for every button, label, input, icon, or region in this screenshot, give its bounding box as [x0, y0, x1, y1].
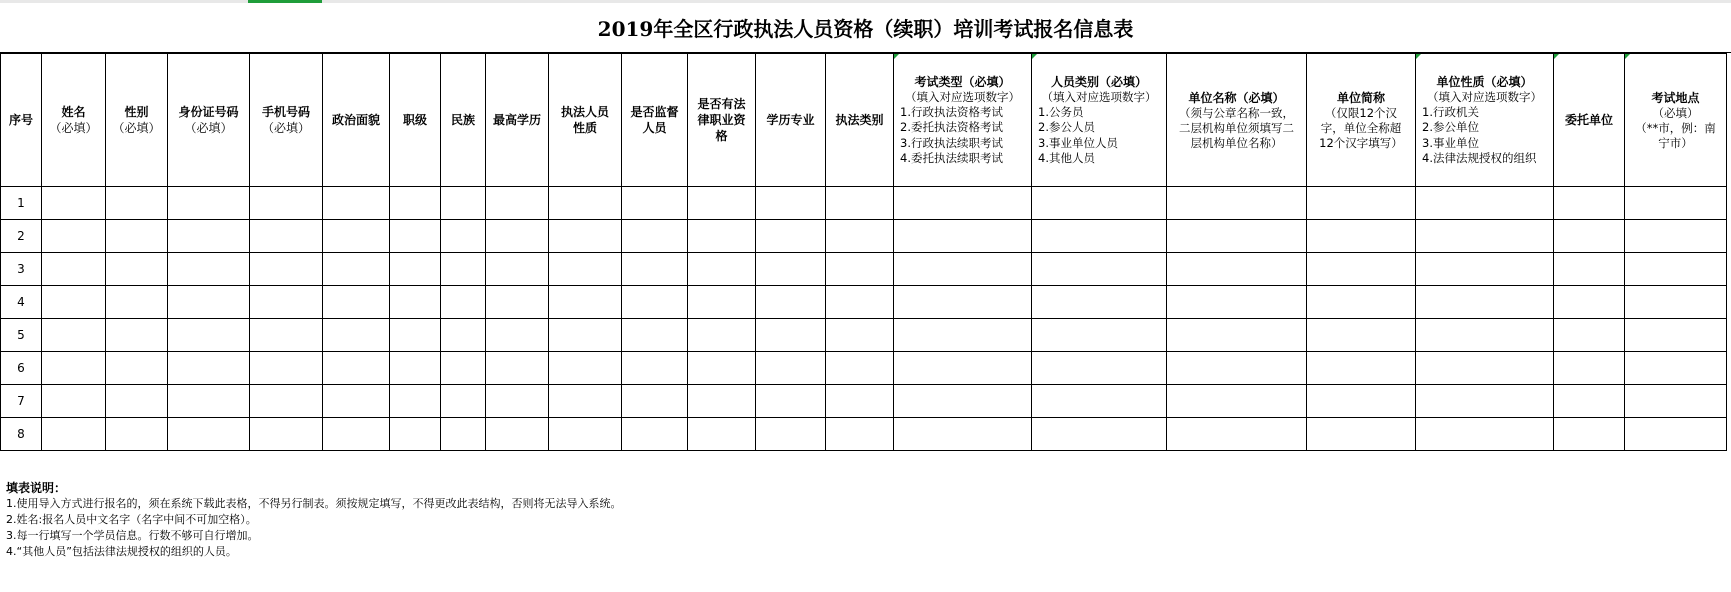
header-id-number[interactable]: 身份证号码 （必填） — [168, 54, 250, 187]
table-cell[interactable] — [1416, 286, 1554, 319]
header-major[interactable]: 学历专业 — [756, 54, 826, 187]
instruction-item: 3.每一行填写一个学员信息。行数不够可自行增加。 — [6, 529, 259, 542]
header-phone[interactable]: 手机号码 （必填） — [250, 54, 323, 187]
table-cell[interactable] — [441, 187, 486, 220]
row-number-cell[interactable]: 4 — [1, 286, 42, 319]
table-cell[interactable] — [323, 319, 390, 352]
table-cell[interactable] — [250, 385, 323, 418]
header-education[interactable]: 最高学历 — [486, 54, 549, 187]
table-cell[interactable] — [42, 253, 106, 286]
table-cell[interactable] — [390, 319, 441, 352]
table-cell[interactable] — [826, 187, 894, 220]
table-cell[interactable] — [688, 319, 756, 352]
table-cell[interactable] — [486, 418, 549, 451]
table-cell[interactable] — [390, 253, 441, 286]
table-cell[interactable] — [826, 319, 894, 352]
table-cell[interactable] — [622, 187, 688, 220]
table-cell[interactable] — [42, 319, 106, 352]
table-cell[interactable] — [250, 319, 323, 352]
table-cell[interactable] — [1032, 319, 1167, 352]
table-cell[interactable] — [622, 385, 688, 418]
table-cell[interactable] — [1032, 187, 1167, 220]
table-cell[interactable] — [1416, 319, 1554, 352]
table-cell[interactable] — [756, 220, 826, 253]
table-cell[interactable] — [486, 319, 549, 352]
header-seq[interactable]: 序号 — [1, 54, 42, 187]
header-person-type[interactable]: 人员类别（必填） （填入对应选项数字） 1.公务员 2.参公人员 3.事业单位人员 4.其他人员 — [1032, 54, 1167, 187]
table-cell[interactable] — [894, 286, 1032, 319]
table-cell[interactable] — [1307, 286, 1416, 319]
table-cell[interactable] — [1416, 418, 1554, 451]
table-cell[interactable] — [549, 286, 622, 319]
table-cell[interactable] — [390, 286, 441, 319]
table-cell[interactable] — [1032, 385, 1167, 418]
table-row — [1, 418, 1727, 451]
row-number-cell[interactable]: 6 — [1, 352, 42, 385]
table-cell[interactable] — [688, 385, 756, 418]
table-cell[interactable] — [622, 253, 688, 286]
table-cell[interactable] — [106, 319, 168, 352]
header-entrust-unit[interactable]: 委托单位 — [1554, 54, 1625, 187]
table-cell[interactable] — [1554, 352, 1625, 385]
table-cell[interactable] — [1625, 286, 1727, 319]
table-row — [1, 286, 1727, 319]
table-cell[interactable] — [1625, 187, 1727, 220]
table-cell[interactable] — [1554, 187, 1625, 220]
instruction-item: 2.姓名:报名人员中文名字（名字中间不可加空格）。 — [6, 513, 257, 526]
row-number-cell[interactable]: 8 — [1, 418, 42, 451]
table-cell[interactable] — [106, 187, 168, 220]
header-enforce-type[interactable]: 执法类别 — [826, 54, 894, 187]
table-cell[interactable] — [826, 418, 894, 451]
table-cell[interactable] — [756, 418, 826, 451]
table-cell[interactable] — [1625, 319, 1727, 352]
table-cell[interactable] — [390, 418, 441, 451]
table-cell[interactable] — [390, 187, 441, 220]
table-cell[interactable] — [441, 385, 486, 418]
table-cell[interactable] — [42, 418, 106, 451]
table-cell[interactable] — [1167, 286, 1307, 319]
table-cell[interactable] — [390, 385, 441, 418]
table-cell[interactable] — [1307, 418, 1416, 451]
header-unit-short[interactable]: 单位简称 （仅限12个汉 字，单位全称超 12个汉字填写） — [1307, 54, 1416, 187]
header-enforcer-nature[interactable]: 执法人员 性质 — [549, 54, 622, 187]
table-cell[interactable] — [486, 352, 549, 385]
header-supervisor[interactable]: 是否监督 人员 — [622, 54, 688, 187]
table-cell[interactable] — [688, 418, 756, 451]
table-cell[interactable] — [168, 352, 250, 385]
table-cell[interactable] — [441, 352, 486, 385]
header-gender[interactable]: 性别 （必填） — [106, 54, 168, 187]
table-cell[interactable] — [42, 385, 106, 418]
table-cell[interactable] — [756, 253, 826, 286]
table-row — [1, 319, 1727, 352]
table-cell[interactable] — [756, 187, 826, 220]
table-cell[interactable] — [1167, 253, 1307, 286]
table-cell[interactable] — [106, 385, 168, 418]
table-cell[interactable] — [688, 286, 756, 319]
table-cell[interactable] — [1032, 418, 1167, 451]
table-cell[interactable] — [622, 319, 688, 352]
table-cell[interactable] — [1416, 385, 1554, 418]
table-cell[interactable] — [622, 352, 688, 385]
table-cell[interactable] — [1416, 352, 1554, 385]
table-cell[interactable] — [1307, 385, 1416, 418]
instructions — [6, 480, 622, 560]
row-number-cell[interactable]: 1 — [1, 187, 42, 220]
table-cell[interactable] — [168, 187, 250, 220]
table-cell[interactable] — [323, 385, 390, 418]
table-cell[interactable] — [1554, 220, 1625, 253]
table-cell[interactable] — [390, 220, 441, 253]
table-cell[interactable] — [42, 187, 106, 220]
table-row — [1, 187, 1727, 220]
table-cell[interactable] — [323, 352, 390, 385]
table-cell[interactable] — [168, 418, 250, 451]
table-cell[interactable] — [168, 385, 250, 418]
table-row — [1, 220, 1727, 253]
header-unit-name[interactable]: 单位名称（必填） （须与公章名称一致， 二层机构单位须填写二 层机构单位名称） — [1167, 54, 1307, 187]
table-cell[interactable] — [1625, 352, 1727, 385]
table-cell[interactable] — [756, 352, 826, 385]
header-ethnic[interactable]: 民族 — [441, 54, 486, 187]
header-row — [1, 54, 1727, 187]
header-rank[interactable]: 职级 — [390, 54, 441, 187]
table-cell[interactable] — [894, 220, 1032, 253]
table-cell[interactable] — [250, 187, 323, 220]
table-cell[interactable] — [549, 220, 622, 253]
table-cell[interactable] — [1032, 286, 1167, 319]
table-cell[interactable] — [1625, 385, 1727, 418]
table-cell[interactable] — [168, 286, 250, 319]
header-name[interactable]: 姓名 （必填） — [42, 54, 106, 187]
table-cell[interactable] — [622, 418, 688, 451]
table-cell[interactable] — [1167, 418, 1307, 451]
table-cell[interactable] — [486, 253, 549, 286]
table-cell[interactable] — [1554, 253, 1625, 286]
registration-table — [0, 53, 1727, 451]
table-cell[interactable] — [323, 418, 390, 451]
header-exam-place[interactable]: 考试地点 （必填） （**市，例：南 宁市） — [1625, 54, 1727, 187]
table-cell[interactable] — [1167, 385, 1307, 418]
table-cell[interactable] — [106, 286, 168, 319]
table-cell[interactable] — [1307, 253, 1416, 286]
table-cell[interactable] — [1167, 187, 1307, 220]
table-cell[interactable] — [323, 253, 390, 286]
table-cell[interactable] — [390, 352, 441, 385]
table-cell[interactable] — [826, 220, 894, 253]
instructions-heading: 填表说明： — [6, 481, 67, 495]
table-cell[interactable] — [826, 286, 894, 319]
table-cell[interactable] — [250, 286, 323, 319]
table-cell[interactable] — [1307, 187, 1416, 220]
table-cell[interactable] — [42, 220, 106, 253]
table-cell[interactable] — [894, 352, 1032, 385]
header-political[interactable]: 政治面貌 — [323, 54, 390, 187]
table-cell[interactable] — [549, 319, 622, 352]
table-cell[interactable] — [42, 352, 106, 385]
table-cell[interactable] — [168, 253, 250, 286]
table-cell[interactable] — [1167, 352, 1307, 385]
sheet-title[interactable]: 2019年全区行政执法人员资格（续职）培训考试报名信息表 — [0, 3, 1731, 53]
table-cell[interactable] — [549, 187, 622, 220]
table-cell[interactable] — [106, 418, 168, 451]
table-cell[interactable] — [549, 352, 622, 385]
table-cell[interactable] — [1307, 220, 1416, 253]
table-cell[interactable] — [106, 253, 168, 286]
table-cell[interactable] — [486, 286, 549, 319]
table-cell[interactable] — [1554, 286, 1625, 319]
table-cell[interactable] — [1416, 187, 1554, 220]
table-cell[interactable] — [1167, 220, 1307, 253]
table-cell[interactable] — [1416, 220, 1554, 253]
table-cell[interactable] — [894, 253, 1032, 286]
table-cell[interactable] — [549, 253, 622, 286]
table-cell[interactable] — [168, 319, 250, 352]
table-cell[interactable] — [688, 220, 756, 253]
table-cell[interactable] — [486, 220, 549, 253]
table-cell[interactable] — [1625, 253, 1727, 286]
table-cell[interactable] — [323, 286, 390, 319]
table-cell[interactable] — [756, 385, 826, 418]
table-cell[interactable] — [1416, 253, 1554, 286]
table-cell[interactable] — [250, 418, 323, 451]
table-cell[interactable] — [1032, 220, 1167, 253]
table-cell[interactable] — [894, 418, 1032, 451]
row-number-cell[interactable]: 5 — [1, 319, 42, 352]
table-cell[interactable] — [323, 187, 390, 220]
table-cell[interactable] — [688, 253, 756, 286]
table-cell[interactable] — [106, 220, 168, 253]
table-cell[interactable] — [826, 253, 894, 286]
table-cell[interactable] — [323, 220, 390, 253]
table-cell[interactable] — [1307, 352, 1416, 385]
table-row — [1, 385, 1727, 418]
table-cell[interactable] — [756, 286, 826, 319]
table-cell[interactable] — [441, 418, 486, 451]
table-cell[interactable] — [1032, 253, 1167, 286]
table-cell[interactable] — [1554, 418, 1625, 451]
table-cell[interactable] — [1625, 418, 1727, 451]
table-row — [1, 253, 1727, 286]
table-cell[interactable] — [688, 352, 756, 385]
table-cell[interactable] — [826, 385, 894, 418]
table-cell[interactable] — [1307, 319, 1416, 352]
header-exam-type[interactable]: 考试类型（必填） （填入对应选项数字） 1.行政执法资格考试 2.委托执法资格考试 3.行政执法续职考试 4.委托执法续职考试 — [894, 54, 1032, 187]
row-number-cell[interactable]: 3 — [1, 253, 42, 286]
table-cell[interactable] — [688, 187, 756, 220]
table-cell[interactable] — [1554, 319, 1625, 352]
table-cell[interactable] — [549, 418, 622, 451]
table-cell[interactable] — [894, 187, 1032, 220]
instruction-item: 1.使用导入方式进行报名的，须在系统下载此表格，不得另行制表。须按规定填写，不得更改此表结构，否则将无法导入系统。 — [6, 497, 622, 510]
table-cell[interactable] — [1554, 385, 1625, 418]
row-number-cell[interactable]: 2 — [1, 220, 42, 253]
table-cell[interactable] — [42, 286, 106, 319]
table-cell[interactable] — [250, 253, 323, 286]
header-law-cert[interactable]: 是否有法 律职业资 格 — [688, 54, 756, 187]
table-cell[interactable] — [1167, 319, 1307, 352]
table-cell[interactable] — [486, 187, 549, 220]
table-cell[interactable] — [826, 352, 894, 385]
table-cell[interactable] — [441, 286, 486, 319]
table-cell[interactable] — [441, 253, 486, 286]
table-cell[interactable] — [250, 220, 323, 253]
table-cell[interactable] — [250, 352, 323, 385]
table-cell[interactable] — [441, 319, 486, 352]
instruction-item: 4.“其他人员”包括法律法规授权的组织的人员。 — [6, 545, 237, 558]
table-cell[interactable] — [106, 352, 168, 385]
table-cell[interactable] — [622, 286, 688, 319]
table-cell[interactable] — [1625, 220, 1727, 253]
table-row — [1, 352, 1727, 385]
table-cell[interactable] — [894, 385, 1032, 418]
header-unit-nature[interactable]: 单位性质（必填） （填入对应选项数字） 1.行政机关 2.参公单位 3.事业单位 4.法律法规授权的组织 — [1416, 54, 1554, 187]
table-cell[interactable] — [1032, 352, 1167, 385]
table-cell[interactable] — [549, 385, 622, 418]
table-cell[interactable] — [486, 385, 549, 418]
row-number-cell[interactable]: 7 — [1, 385, 42, 418]
table-cell[interactable] — [756, 319, 826, 352]
table-cell[interactable] — [168, 220, 250, 253]
table-cell[interactable] — [441, 220, 486, 253]
table-cell[interactable] — [622, 220, 688, 253]
table-cell[interactable] — [894, 319, 1032, 352]
